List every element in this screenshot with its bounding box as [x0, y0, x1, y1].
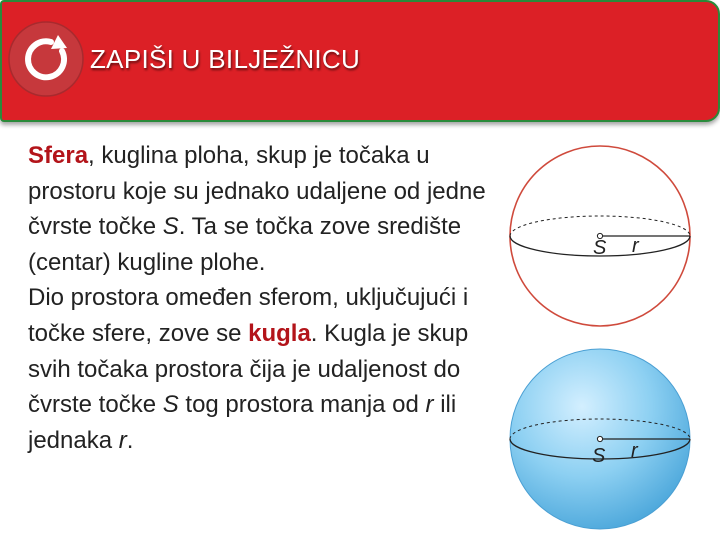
center-label: S: [593, 237, 607, 259]
definition-text: [28, 138, 498, 458]
term-kugla: kugla: [248, 319, 311, 347]
text-segment: ili jednaka: [28, 391, 457, 454]
term-sfera: Sfera: [28, 142, 89, 169]
radius-label: r: [631, 440, 638, 462]
circular-arrow-icon: [7, 20, 85, 98]
text-segment: . Ta se točka zove središte (centar) kugline plohe.: [28, 213, 462, 276]
center-label: S: [592, 445, 606, 467]
sphere-figure: [505, 138, 695, 338]
center-point: [597, 436, 602, 441]
header-banner: [0, 0, 720, 122]
radius-label: r: [632, 235, 639, 257]
text-segment: , kuglina ploha, skup je točaka u prostoru koje su jednako udaljene od jedne čvrste točke: [28, 142, 486, 241]
text-segment: tog prostora manja od: [178, 391, 426, 419]
radius-label: r: [425, 391, 434, 419]
ball-figure: [505, 342, 695, 542]
text-segment: Dio prostora omeđen sferom, uključujući i točke sfere, zove se: [28, 284, 469, 347]
text-segment: . Kugla je skup svih točaka prostora čija je udaljenost do čvrste točke: [28, 319, 469, 419]
text-segment: .: [126, 426, 134, 454]
point-label: S: [162, 213, 179, 241]
page-title: ZAPIŠI U BILJEŽNICU: [90, 44, 361, 74]
point-label: S: [162, 391, 179, 419]
radius-label: r: [118, 426, 127, 454]
